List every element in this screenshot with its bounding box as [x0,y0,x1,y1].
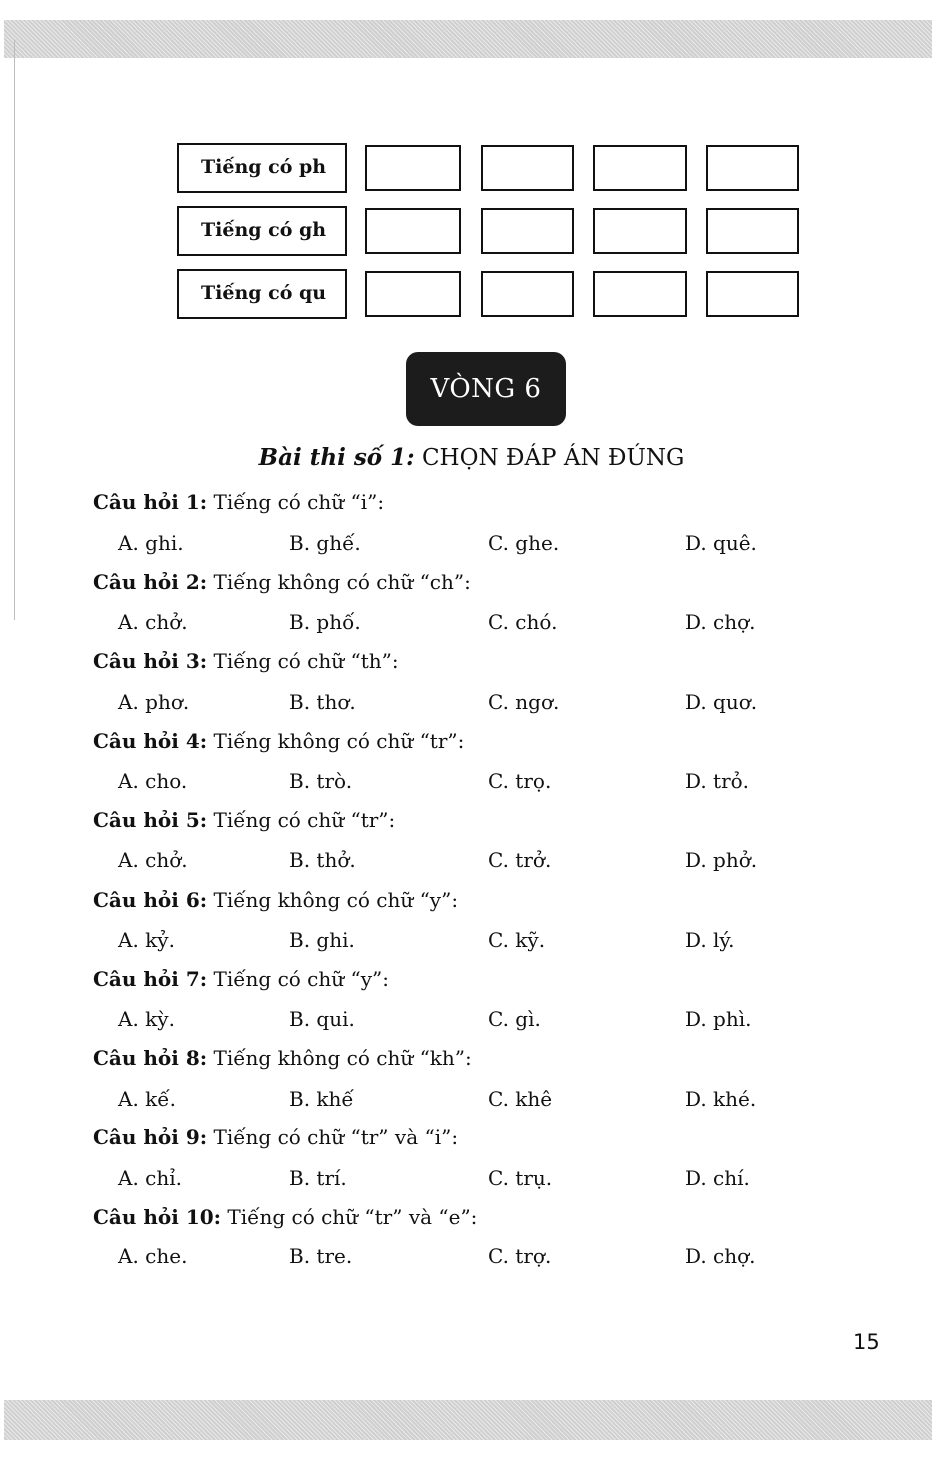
question-label: Câu hỏi 4: [93,729,208,753]
question-text: Tiếng có chữ “tr”: [213,808,396,832]
question-label: Câu hỏi 6: [93,888,208,912]
page-number: 15 [853,1330,880,1354]
top-decorative-band [4,20,932,58]
question-1 [93,490,384,514]
category-label: Tiếng có gh [177,206,347,256]
option-d[interactable]: D. lý. [685,928,735,952]
option-c[interactable]: C. kỹ. [488,928,546,952]
question-7 [93,967,389,991]
question-label: Câu hỏi 7: [93,967,208,991]
question-text: Tiếng không có chữ “tr”: [213,729,465,753]
category-label: Tiếng có ph [177,143,347,193]
option-b[interactable]: B. thơ. [289,690,356,714]
option-b[interactable]: B. tre. [289,1244,353,1268]
option-c[interactable]: C. trợ. [488,1244,552,1268]
question-text: Tiếng có chữ “y”: [213,967,389,991]
question-text: Tiếng có chữ “tr” và “i”: [213,1125,459,1149]
question-2 [93,570,471,594]
option-d[interactable]: D. chí. [685,1166,750,1190]
option-b[interactable]: B. thở. [289,848,356,872]
option-d[interactable]: D. chợ. [685,610,756,634]
answer-slot[interactable] [706,145,799,191]
option-a[interactable]: A. chỉ. [118,1166,182,1190]
question-label: Câu hỏi 8: [93,1046,208,1070]
question-5 [93,808,395,832]
question-label: Câu hỏi 10: [93,1205,222,1229]
question-3 [93,649,399,673]
question-text: Tiếng không có chữ “y”: [213,888,459,912]
question-8 [93,1046,472,1070]
question-6 [93,888,458,912]
question-4 [93,729,464,753]
option-b[interactable]: B. ghi. [289,928,355,952]
question-label: Câu hỏi 2: [93,570,208,594]
answer-slot[interactable] [593,145,687,191]
option-b[interactable]: B. khế [289,1087,354,1111]
question-text: Tiếng có chữ “th”: [213,649,399,673]
answer-slot[interactable] [365,145,461,191]
option-a[interactable]: A. kỳ. [118,1007,175,1031]
round-badge: VÒNG 6 [406,352,566,426]
left-margin-rule [14,40,15,620]
option-a[interactable]: A. chở. [118,848,188,872]
option-a[interactable]: A. chở. [118,610,188,634]
question-text: Tiếng có chữ “tr” và “e”: [227,1205,478,1229]
exam-name: CHỌN ĐÁP ÁN ĐÚNG [421,445,685,471]
option-a[interactable]: A. phơ. [118,690,190,714]
option-d[interactable]: D. quơ. [685,690,758,714]
option-c[interactable]: C. chó. [488,610,558,634]
option-b[interactable]: B. trí. [289,1166,347,1190]
category-label: Tiếng có qu [177,269,347,319]
question-label: Câu hỏi 5: [93,808,208,832]
answer-slot[interactable] [706,208,799,254]
answer-slot[interactable] [593,208,687,254]
option-d[interactable]: D. trỏ. [685,769,750,793]
option-a[interactable]: A. che. [118,1244,188,1268]
option-a[interactable]: A. kỷ. [118,928,175,952]
question-9 [93,1125,458,1149]
option-c[interactable]: C. trọ. [488,769,552,793]
question-label: Câu hỏi 9: [93,1125,208,1149]
option-b[interactable]: B. ghế. [289,531,361,555]
option-c[interactable]: C. khê [488,1087,553,1111]
question-text: Tiếng có chữ “i”: [213,490,385,514]
question-label: Câu hỏi 3: [93,649,208,673]
answer-slot[interactable] [706,271,799,317]
option-a[interactable]: A. ghi. [118,531,184,555]
option-d[interactable]: D. quê. [685,531,757,555]
option-d[interactable]: D. phở. [685,848,758,872]
question-10 [93,1205,477,1229]
question-text: Tiếng không có chữ “ch”: [213,570,471,594]
option-b[interactable]: B. qui. [289,1007,355,1031]
option-c[interactable]: C. gì. [488,1007,541,1031]
exam-title [0,444,943,471]
question-text: Tiếng không có chữ “kh”: [213,1046,472,1070]
answer-slot[interactable] [481,145,574,191]
option-d[interactable]: D. khé. [685,1087,757,1111]
option-c[interactable]: C. ghe. [488,531,560,555]
option-d[interactable]: D. chợ. [685,1244,756,1268]
bottom-decorative-band [4,1400,932,1440]
option-c[interactable]: C. trở. [488,848,552,872]
option-b[interactable]: B. trò. [289,769,353,793]
answer-slot[interactable] [481,208,574,254]
option-c[interactable]: C. ngơ. [488,690,560,714]
question-label: Câu hỏi 1: [93,490,208,514]
answer-slot[interactable] [365,271,461,317]
option-c[interactable]: C. trụ. [488,1166,553,1190]
answer-slot[interactable] [481,271,574,317]
option-a[interactable]: A. kế. [118,1087,176,1111]
exam-prefix: Bài thi số 1: [258,444,415,471]
answer-slot[interactable] [365,208,461,254]
option-d[interactable]: D. phì. [685,1007,752,1031]
option-a[interactable]: A. cho. [118,769,188,793]
answer-slot[interactable] [593,271,687,317]
option-b[interactable]: B. phố. [289,610,361,634]
